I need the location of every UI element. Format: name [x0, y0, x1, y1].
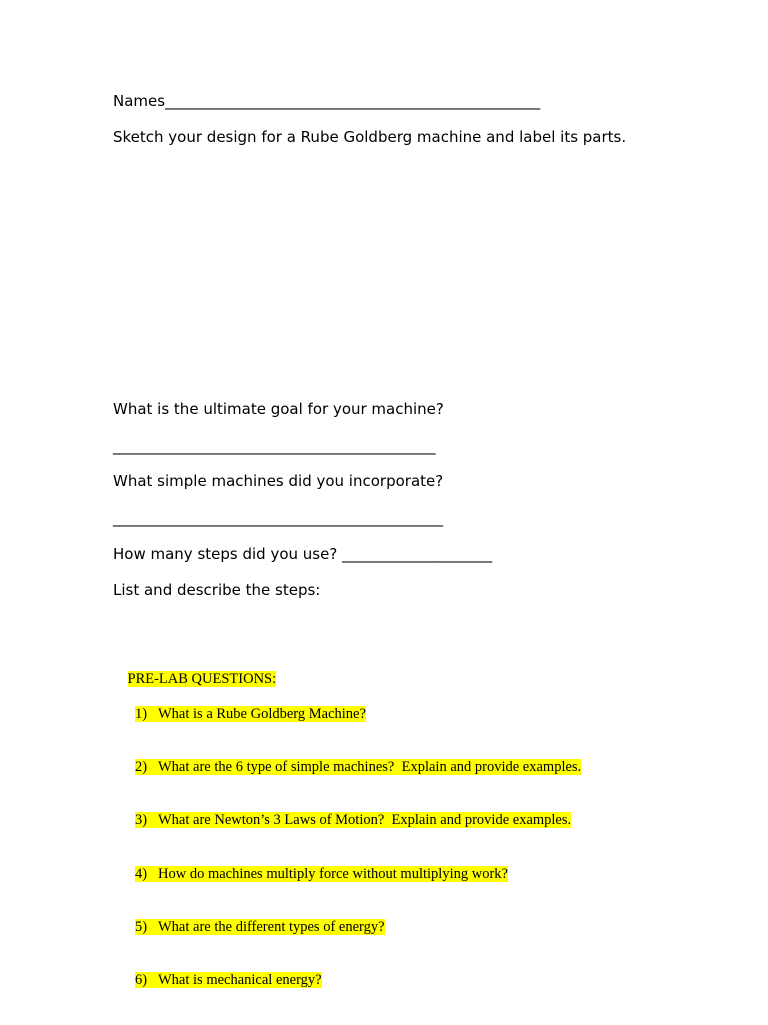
simple-machines-question: What simple machines did you incorporate?	[113, 472, 444, 490]
sketch-instruction: Sketch your design for a Rube Goldberg machine and label its parts.	[113, 128, 627, 146]
list-item	[135, 812, 581, 831]
question-number: 5)	[135, 918, 148, 935]
question-number: 4)	[135, 865, 148, 882]
question-number: 6)	[135, 971, 148, 988]
prelab-heading-text: PRE-LAB QUESTIONS:	[127, 671, 277, 687]
question-highlight	[135, 759, 581, 775]
steps-question: How many steps did you use? ____________________	[113, 545, 493, 563]
list-item	[135, 866, 581, 885]
names-line: Names__________________________________________________	[113, 92, 541, 110]
question-number: 1)	[135, 706, 148, 722]
goal-answer-line: ___________________________________________	[113, 437, 436, 455]
question-text: How do machines multiply force without multiplying work?	[158, 865, 508, 882]
list-item	[135, 759, 581, 778]
list-item	[135, 972, 581, 991]
question-number: 3)	[135, 812, 148, 829]
question-highlight	[135, 866, 508, 882]
question-text: What are the different types of energy?	[158, 918, 385, 935]
simple-machines-answer-line: ____________________________________________	[113, 509, 443, 527]
question-text: What is a Rube Goldberg Machine?	[158, 706, 366, 722]
question-text: What is mechanical energy?	[158, 971, 322, 988]
question-text: What are the 6 type of simple machines? Explain and provide examples.	[158, 759, 582, 776]
question-highlight	[135, 919, 385, 935]
question-highlight	[135, 706, 366, 722]
question-number: 2)	[135, 759, 148, 776]
list-item	[135, 706, 581, 725]
list-item	[135, 919, 581, 938]
question-highlight	[135, 812, 571, 828]
question-highlight	[135, 972, 322, 988]
question-text: What are Newton’s 3 Laws of Motion? Explain and provide examples.	[158, 812, 572, 829]
list-steps-prompt: List and describe the steps:	[113, 581, 321, 599]
prelab-question-list	[135, 672, 581, 1025]
goal-question: What is the ultimate goal for your machine?	[113, 400, 444, 418]
